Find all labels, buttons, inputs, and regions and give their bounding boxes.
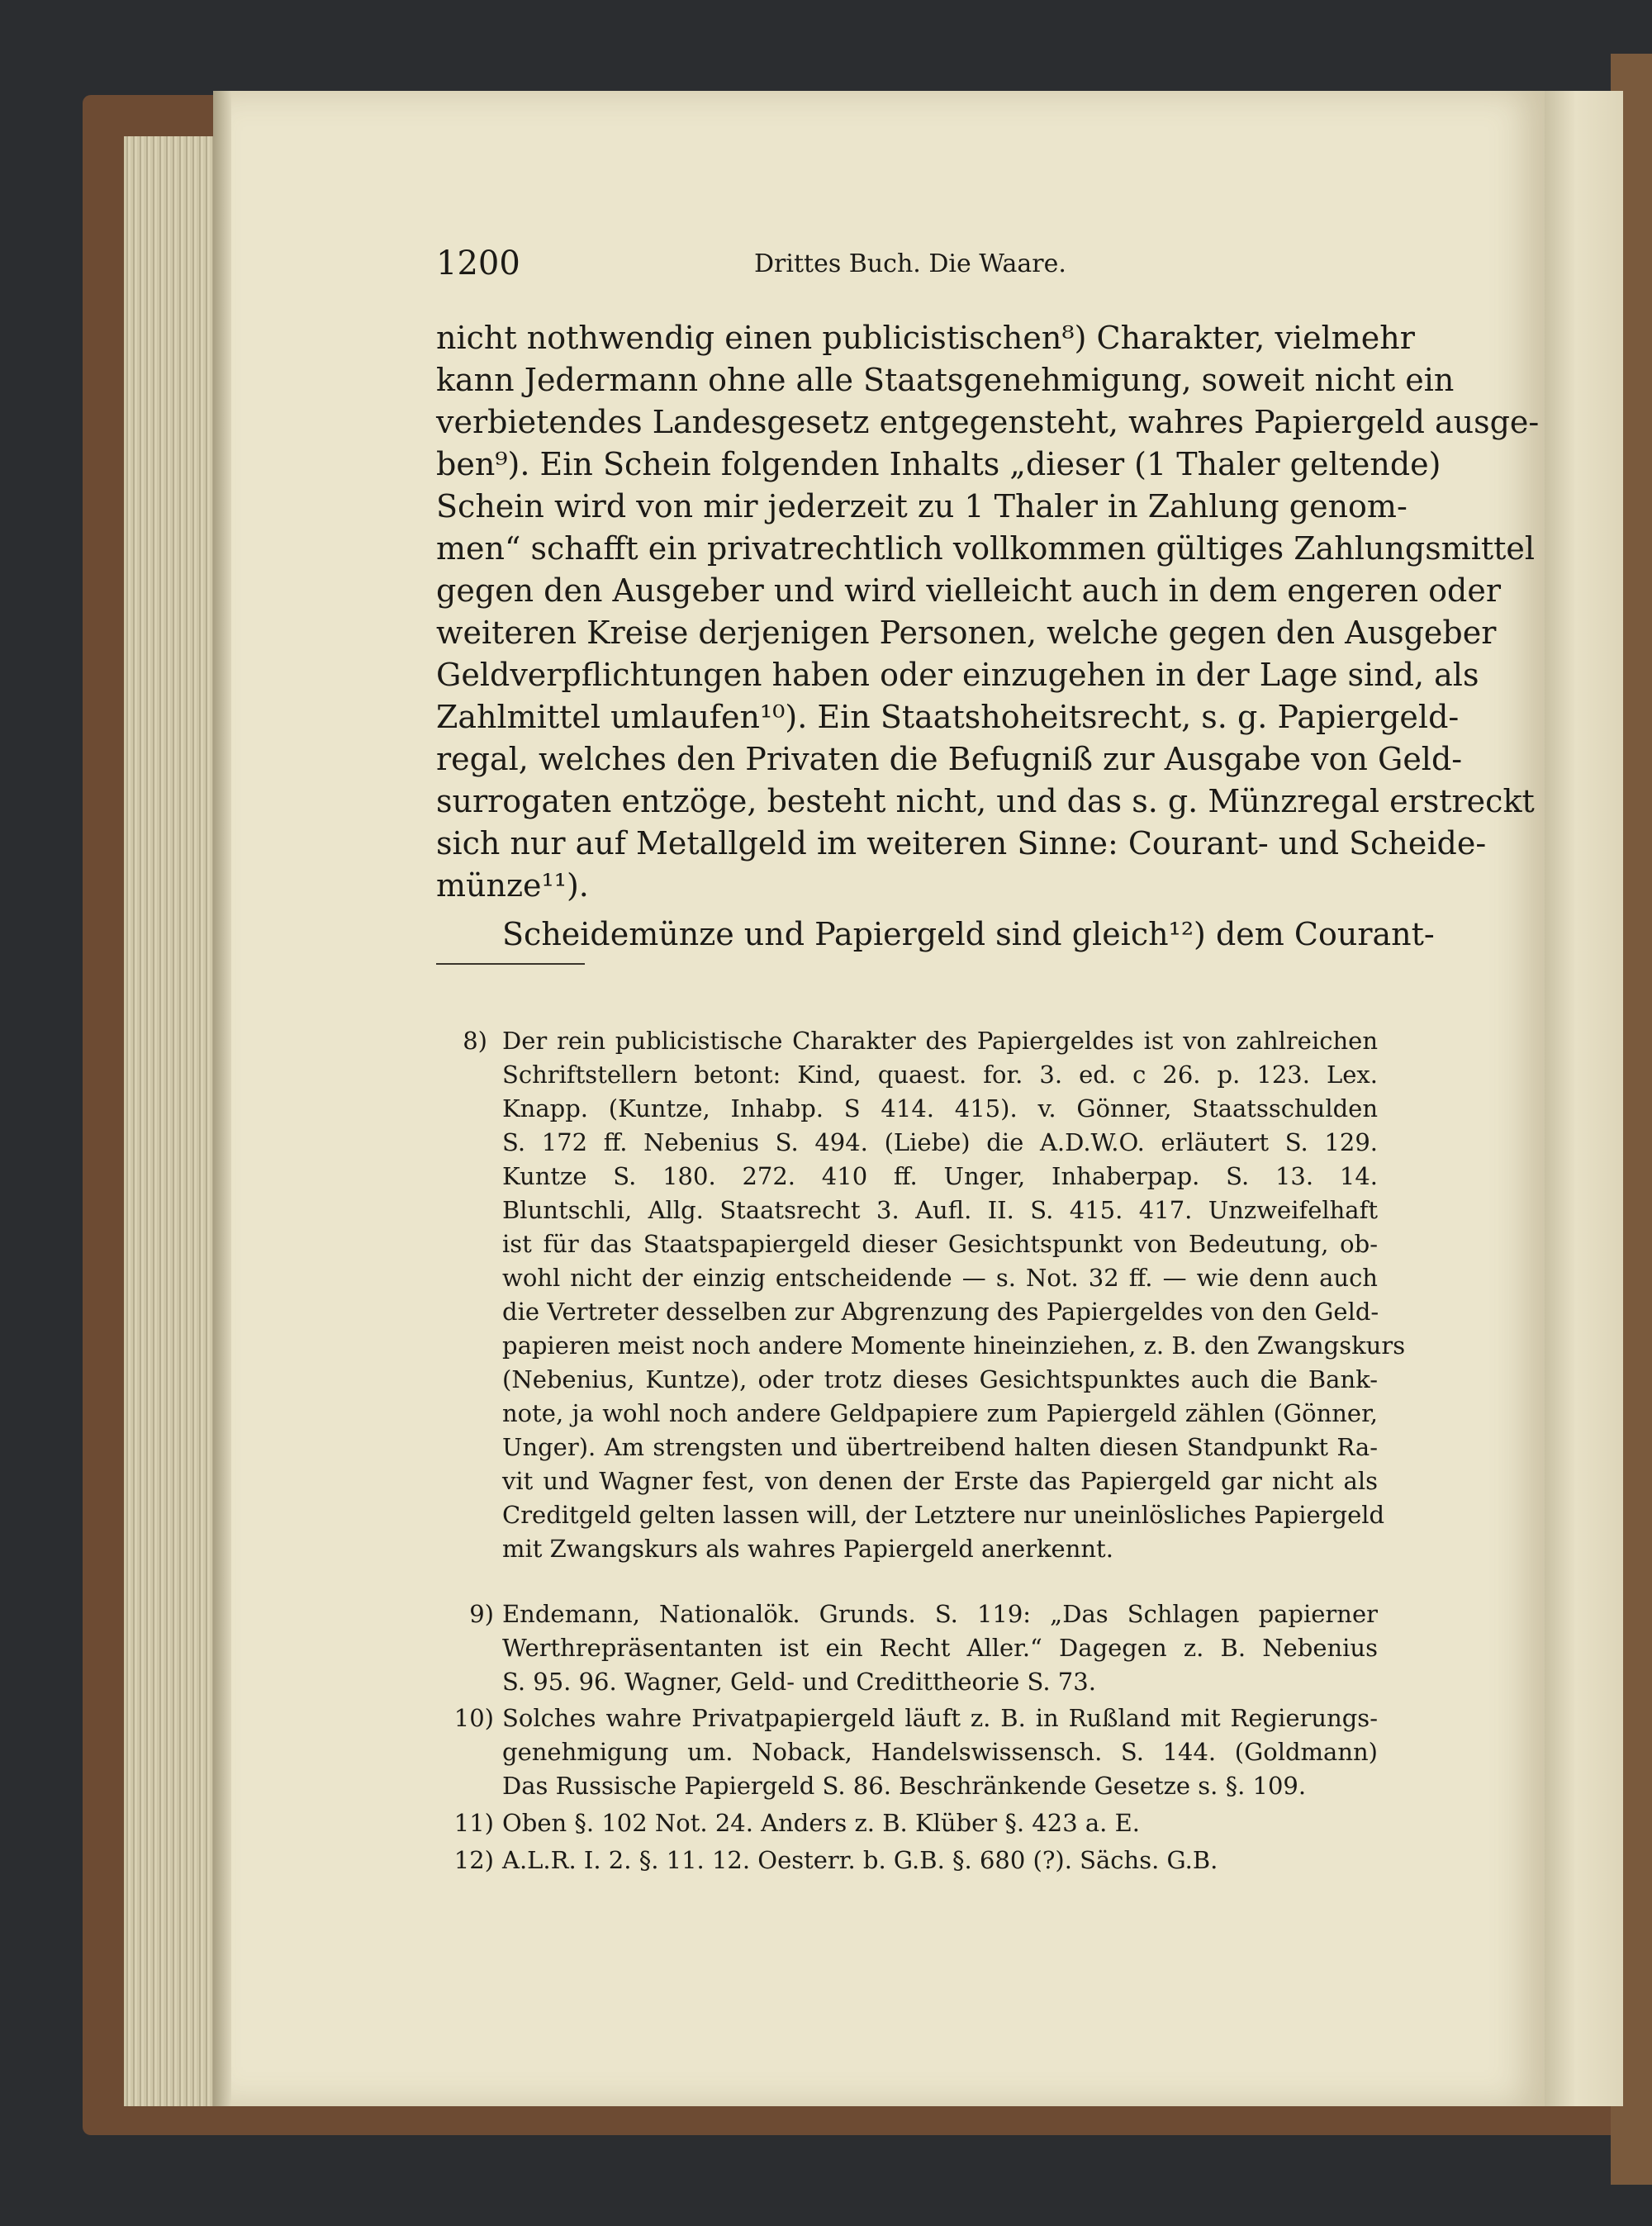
footnote-line: note, ja wohl noch andere Geldpapiere zum Papiergeld zählen (Gönner,: [502, 1399, 1378, 1427]
page-edges: [124, 136, 223, 2106]
footnote-line: Bluntschli, Allg. Staatsrecht 3. Aufl. II. S. 415. 417. Unzweifelhaft: [502, 1196, 1378, 1224]
body-line: münze¹¹).: [436, 867, 589, 904]
footnote-line: A.L.R. I. 2. §. 11. 12. Oesterr. b. G.B. §. 680 (?). Sächs. G.B.: [502, 1846, 1218, 1874]
footnote-line: Der rein publicistische Charakter des Papiergeldes ist von zahlreichen: [502, 1027, 1378, 1055]
body-line: sich nur auf Metallgeld im weiteren Sinne: Courant- und Scheide-: [436, 825, 1487, 861]
body-line: Geldverpflichtungen haben oder einzugehen in der Lage sind, als: [436, 657, 1479, 693]
footnote-line: Unger). Am strengsten und übertreibend halten diesen Standpunkt Ra-: [502, 1433, 1378, 1461]
footnote-number: 11): [453, 1809, 494, 1837]
footnote-line: Kuntze S. 180. 272. 410 ff. Unger, Inhaberpap. S. 13. 14.: [502, 1162, 1378, 1190]
footnote-line: papieren meist noch andere Momente hineinziehen, z. B. den Zwangskurs: [502, 1331, 1406, 1360]
footnote-number: 9): [469, 1600, 494, 1628]
body-line: Scheidemünze und Papiergeld sind gleich¹²) dem Courant-: [502, 916, 1435, 952]
footnote-line: Schriftstellern betont: Kind, quaest. for. 3. ed. c 26. p. 123. Lex.: [502, 1061, 1378, 1089]
footnote-line: Oben §. 102 Not. 24. Anders z. B. Klüber §. 423 a. E.: [502, 1809, 1140, 1837]
body-line: Schein wird von mir jederzeit zu 1 Thaler in Zahlung genom-: [436, 488, 1408, 524]
footnote-line: Knapp. (Kuntze, Inhabp. S 414. 415). v. Gönner, Staatsschulden: [502, 1094, 1378, 1122]
body-line: ben⁹). Ein Schein folgenden Inhalts „dieser (1 Thaler geltende): [436, 446, 1441, 482]
footnote-line: Das Russische Papiergeld S. 86. Beschränkende Gesetze s. §. 109.: [502, 1772, 1307, 1800]
body-line: Zahlmittel umlaufen¹⁰). Ein Staatshoheitsrecht, s. g. Papiergeld-: [436, 699, 1460, 735]
footnote-line: S. 95. 96. Wagner, Geld- und Credittheorie S. 73.: [502, 1668, 1096, 1696]
footnote-number: 10): [453, 1704, 494, 1732]
footnote-line: die Vertreter desselben zur Abgrenzung des Papiergeldes von den Geld-: [502, 1298, 1379, 1326]
footnote-line: genehmigung um. Noback, Handelswissensch. S. 144. (Goldmann): [502, 1738, 1378, 1766]
body-line: regal, welches den Privaten die Befugniß zur Ausgabe von Geld-: [436, 741, 1463, 777]
page-number: 1200: [436, 244, 520, 282]
footnote-number: 8): [463, 1027, 487, 1055]
footnote-line: Endemann, Nationalök. Grunds. S. 119: „Das Schlagen papierner: [502, 1600, 1378, 1628]
footnote-line: ist für das Staatspapiergeld dieser Gesichtspunkt von Bedeutung, ob-: [502, 1230, 1378, 1258]
body-line: verbietendes Landesgesetz entgegensteht, wahres Papiergeld ausge-: [436, 404, 1540, 440]
footnote-line: S. 172 ff. Nebenius S. 494. (Liebe) die A.D.W.O. erläutert S. 129.: [502, 1128, 1378, 1156]
body-line: nicht nothwendig einen publicistischen⁸) Charakter, vielmehr: [436, 320, 1415, 356]
footnote-line: vit und Wagner fest, von denen der Erste das Papiergeld gar nicht als: [502, 1467, 1378, 1495]
body-line: men“ schafft ein privatrechtlich vollkommen gültiges Zahlungsmittel: [436, 530, 1536, 567]
body-line: gegen den Ausgeber und wird vielleicht auch in dem engeren oder: [436, 572, 1502, 609]
body-line: weiteren Kreise derjenigen Personen, welche gegen den Ausgeber: [436, 615, 1497, 651]
page-header: [436, 244, 1378, 282]
body-line: kann Jedermann ohne alle Staatsgenehmigung, soweit nicht ein: [436, 362, 1455, 398]
running-head: Drittes Buch. Die Waare.: [754, 249, 1066, 278]
footnote-rule: [436, 963, 585, 965]
footnote-line: Creditgeld gelten lassen will, der Letztere nur uneinlösliches Papiergeld: [502, 1501, 1385, 1529]
footnote-line: (Nebenius, Kuntze), oder trotz dieses Gesichtspunktes auch die Bank-: [502, 1365, 1378, 1393]
footnote-line: Werthrepräsentanten ist ein Recht Aller.“ Dagegen z. B. Nebenius: [502, 1634, 1378, 1662]
footnote-number: 12): [453, 1846, 494, 1874]
facing-page-edge: [1545, 91, 1623, 2106]
footnote-line: mit Zwangskurs als wahres Papiergeld anerkennt.: [502, 1535, 1113, 1563]
body-line: surrogaten entzöge, besteht nicht, und das s. g. Münzregal erstreckt: [436, 783, 1535, 819]
footnote-line: Solches wahre Privatpapiergeld läuft z. B. in Rußland mit Regierungs-: [502, 1704, 1378, 1732]
footnote-line: wohl nicht der einzig entscheidende — s. Not. 32 ff. — wie denn auch: [502, 1264, 1378, 1292]
